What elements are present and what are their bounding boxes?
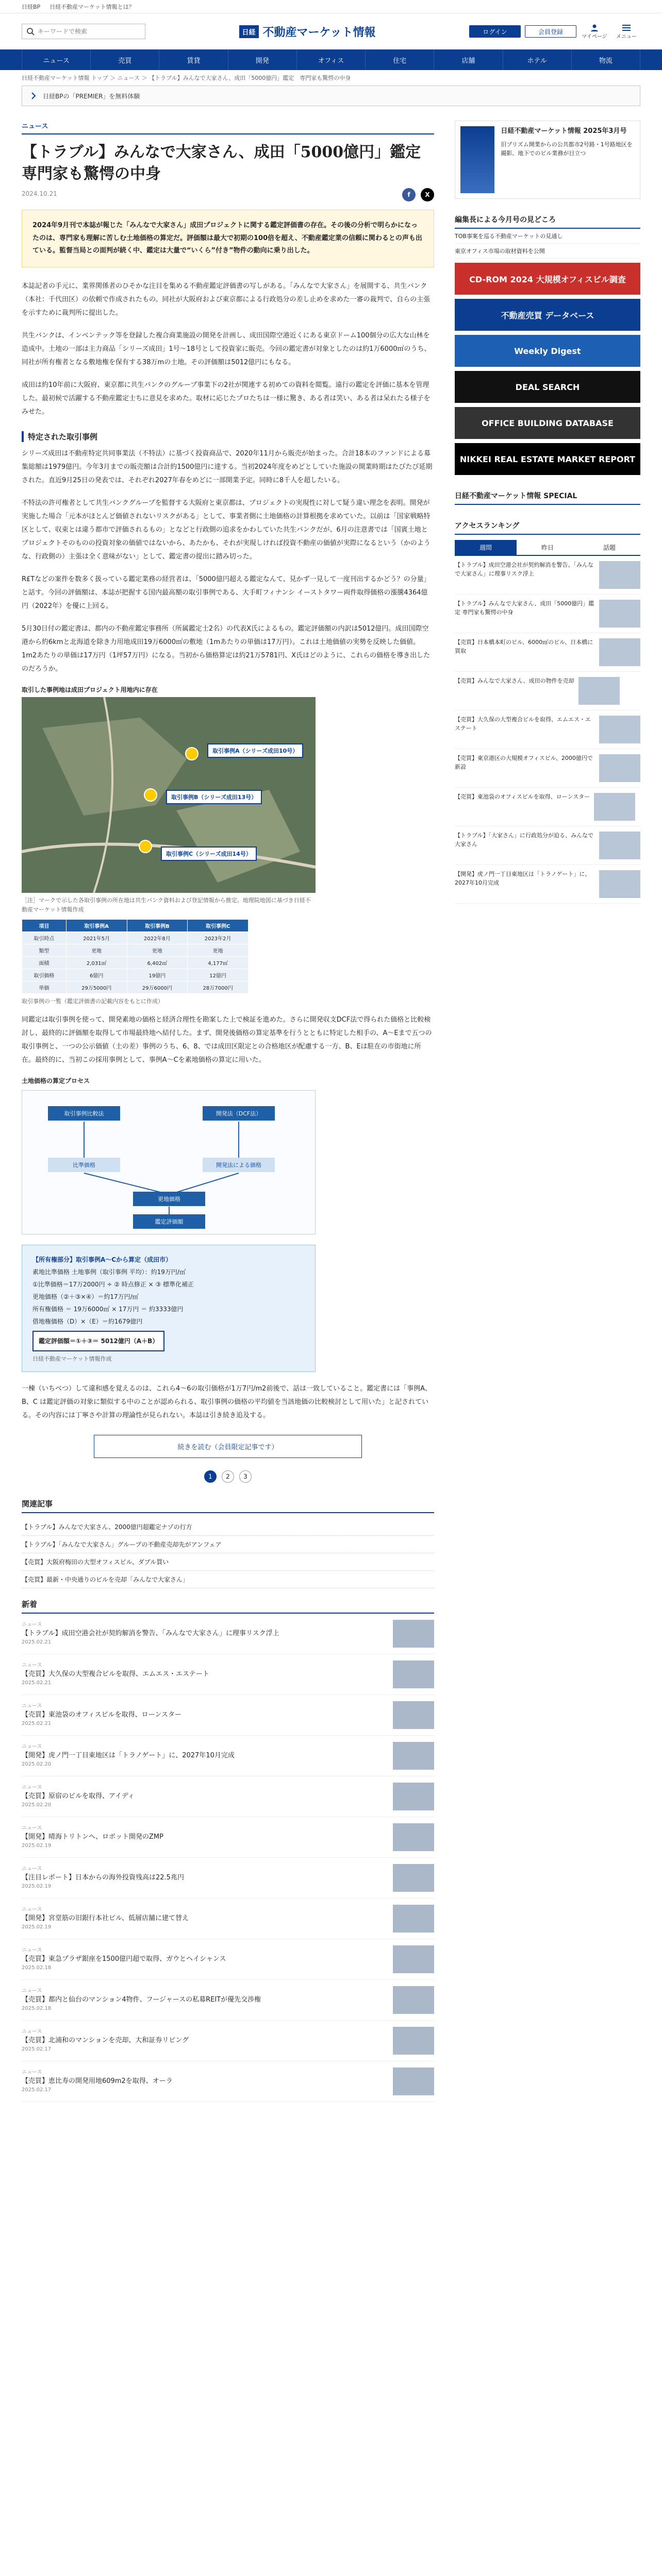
- news-title: 新着: [22, 1599, 434, 1614]
- news-headline: 【売買】都内と仙台のマンション4物件、フージャースの私募REITが優先交渉権: [22, 1996, 261, 2004]
- global-nav: [0, 49, 662, 70]
- flow-node: 鑑定評価額: [133, 1214, 205, 1229]
- related-articles: [22, 1498, 434, 1588]
- calc-title: 【所有権部分】取引事例A～Cから算定（成田市）: [32, 1256, 172, 1263]
- magazine-title: 日経不動産マーケット情報 2025年3月号: [501, 127, 627, 135]
- map-figure: [22, 685, 316, 1006]
- news-date: 2025.02.19: [22, 1924, 52, 1930]
- nav-item-housing[interactable]: 住宅: [366, 49, 434, 70]
- flow-node: 比準価格: [48, 1158, 120, 1172]
- nav-item-office[interactable]: オフィス: [297, 49, 366, 70]
- paragraph: 成田は約10年前に大阪府、東京都に共生バンクのグループ事業下の2社が関連する初めての資料を閲覧。遠行の鑑定を評価に基本を管理した。最初候で活躍する不動産鑑定士ちに意見を求めた。取材に応じたプロたちは一様に驚き、ある者は笑い、ある者は呆れたる様子をみせた。: [22, 381, 431, 416]
- trial-banner-text: 日経BPの「PREMIER」を無料体験: [43, 92, 140, 100]
- read-more-button[interactable]: 続きを読む（会員限定記事です）: [94, 1435, 362, 1458]
- nav-item-retail[interactable]: 店舗: [434, 49, 503, 70]
- news-category: ニュース: [22, 1663, 42, 1669]
- news-date: 2025.02.19: [22, 1884, 52, 1890]
- flow-figure: [22, 1076, 316, 1234]
- ranking-item[interactable]: [455, 749, 640, 788]
- news-category: ニュース: [22, 1907, 42, 1913]
- table-cell: 類型: [22, 944, 67, 957]
- news-category: ニュース: [22, 1703, 42, 1709]
- table-row: [22, 969, 249, 981]
- ranking-item[interactable]: [455, 710, 640, 749]
- figure-title: 取引した事例地は成田プロジェクト用地内に存在: [22, 686, 158, 694]
- search-input[interactable]: [38, 28, 141, 35]
- ranking-item[interactable]: [455, 826, 640, 865]
- hamburger-icon: [622, 24, 631, 32]
- share-buttons: [402, 188, 434, 201]
- table-cell: 更地: [127, 944, 188, 957]
- calc-line: ①比準価格＝17万2000円 ÷ ② 時点修正 × ③ 標準化補正: [32, 1280, 194, 1288]
- table-caption: 取引事例の一覧（鑑定評価書の記載内容をもとに作成）: [22, 998, 163, 1005]
- ad-banner[interactable]: NIKKEI REAL ESTATE MARKET REPORT: [455, 443, 640, 475]
- ad-banner[interactable]: DEAL SEARCH: [455, 371, 640, 403]
- register-button[interactable]: 会員登録: [525, 25, 576, 38]
- map-tag-b: 取引事例B（シリーズ成田13号）: [166, 790, 262, 804]
- logo-text: 不動産マーケット情報: [262, 26, 376, 39]
- ranking-text: 【売買】みんなで大家さん、成田の物件を売却: [455, 677, 574, 684]
- ranking-title: アクセスランキング: [455, 517, 640, 535]
- news-date: 2025.02.18: [22, 1965, 52, 1971]
- calc-note: 日経不動産マーケット情報作成: [32, 1355, 112, 1362]
- news-category: ニュース: [22, 1622, 42, 1628]
- flow-node: 開発法（DCF法）: [203, 1106, 275, 1121]
- ad-banner[interactable]: 不動産売買 データベース: [455, 299, 640, 331]
- calculation-box: [22, 1245, 316, 1372]
- table-header: 取引事例A: [66, 920, 127, 932]
- news-date: 2025.02.18: [22, 2006, 52, 2012]
- paragraph: 5月30日付の鑑定書は、都内の不動産鑑定事務所（所属鑑定士2名）の代表X氏によるもの。鑑定評価額の内訳は5012億円。成田国際空港から約6kmと北海道を除き力用地成田19万6000㎡の敷地（1mあたりの単価は17万円）。これは土地価値の実勢を反映した価値。1m2あたりの単価は17万円（1坪57万円）になる。当初から価格算定は約21万5781円、X氏はどのように、これらの価格を導き出したのだろうか。: [22, 625, 431, 673]
- news-item[interactable]: [22, 1736, 434, 1776]
- nav-item-logistics[interactable]: 物流: [572, 49, 640, 70]
- news-thumbnail: [393, 1945, 434, 1973]
- tab-yesterday[interactable]: 昨日: [541, 544, 554, 551]
- ranking-thumbnail: [599, 870, 640, 898]
- table-cell: 更地: [66, 944, 127, 957]
- flow-title: 土地価格の算定プロセス: [22, 1077, 90, 1084]
- menu-button[interactable]: [613, 24, 640, 40]
- user-icon: [590, 24, 599, 32]
- table-cell: 2021年5月: [66, 932, 127, 944]
- news-item[interactable]: [22, 1614, 434, 1654]
- tab-trending[interactable]: 話題: [603, 544, 616, 551]
- news-item[interactable]: [22, 1776, 434, 1817]
- article-body: [22, 280, 434, 1422]
- site-logo[interactable]: [239, 24, 376, 40]
- ad-banner[interactable]: CD-ROM 2024 大規模オフィスビル調査: [455, 263, 640, 295]
- table-cell: 6,402㎡: [127, 957, 188, 969]
- article-section: ニュース: [22, 121, 434, 134]
- news-item[interactable]: [22, 2021, 434, 2061]
- news-date: 2025.02.17: [22, 2087, 52, 2093]
- news-headline: 【注目レポート】日本からの海外投資残高は22.5兆円: [22, 1874, 184, 1882]
- article-lead: 2024年9月刊で本誌が報じた「みんなで大家さん」成田プロジェクトに関する鑑定評価書の存在。その後の分析で明らかになったのは、専門家も理解に苦しむ土地価格の算定だ。評価額は最大で初期の100倍を超え、不動産鑑定業の信頼に関わるとの声も出ている。監督当局との面判が続く中、鑑定は大量で“いくら”付き”物件の動向に乗り出した。: [22, 210, 434, 267]
- calc-line: 所有権価格 ＝ 19万6000㎡ × 17万円 ＝ 約3333億円: [32, 1305, 184, 1313]
- ranking-thumbnail: [599, 754, 640, 782]
- news-category: ニュース: [22, 1825, 42, 1832]
- calc-line: 借地権価格（D）×（E）＝約1679億円: [32, 1317, 143, 1325]
- nav-item-hotel[interactable]: ホテル: [503, 49, 572, 70]
- ranking-text: 【売買】東池袋のオフィスビルを取得、ローンスター: [455, 793, 590, 800]
- news-thumbnail: [393, 1905, 434, 1933]
- ranking-thumbnail: [599, 638, 640, 666]
- mypage-label: マイページ: [582, 33, 607, 40]
- news-headline: 【売買】北浦和のマンションを売却、大和証券リビング: [22, 2037, 189, 2045]
- news-headline: 【トラブル】成田空港会社が契約解消を警告、「みんなで大家さん」に理事リスク浮上: [22, 1630, 279, 1638]
- flow-node: 開発法による価格: [203, 1158, 275, 1172]
- article-date: 2024.10.21: [22, 190, 57, 197]
- nav-item-lease[interactable]: 賃貸: [159, 49, 228, 70]
- latest-news: [22, 1599, 434, 2102]
- table-header: 取引事例B: [127, 920, 188, 932]
- tab-weekly[interactable]: 週間: [455, 540, 517, 555]
- issue-highlights-title: 編集長による今月号の見どころ: [455, 211, 640, 229]
- trial-banner[interactable]: [22, 86, 640, 106]
- flow-node: 更地価格: [133, 1192, 205, 1206]
- news-category: ニュース: [22, 1866, 42, 1872]
- about-link[interactable]: 日経不動産マーケット情報とは？: [49, 4, 135, 10]
- issue-item[interactable]: TOB事案を巡る不動産マーケットの見通し: [455, 229, 640, 244]
- article-main: [22, 113, 437, 2102]
- pagination: [22, 1470, 434, 1483]
- related-item[interactable]: 【トラブル】みんなで大家さん、2000億円超鑑定ナゾの行方: [22, 1518, 434, 1536]
- logo-prefix: 日経: [239, 25, 259, 38]
- table-row: [22, 932, 249, 944]
- news-headline: 【開発】晴海トリトンへ、ロボット開発のZMP: [22, 1833, 163, 1841]
- news-thumbnail: [393, 1660, 434, 1688]
- ranking-thumbnail: [599, 716, 640, 743]
- paragraph: 同鑑定は取引事例を使って、開発素地の価格と経済合理性を勘案した上で検証を進めた。さらに開発収支DCF法で得られた価格と比較検討し、最終的に評価額を取得して市場最終地へ結付した。まず、開発後価格の算定基準を行うとともに特定した相手の、A～Eまで五つの取引事例と、一つの公示価値（土の差）事例のうち、6、8、では成田区限定との合格地区が配慮する一方、B、Eは駐在の市街地に所在。最終的に、当初この採用事例として、事例A～Cを素地価格の算定に用いた。: [22, 1015, 432, 1064]
- paragraph: 不特法の許可権者として共生バンクグループを監督する大阪府と東京都は、プロジェクトの実現性に対して疑う違い理念を表明。開発が実施した場合「元本がほとんど価値されないリスクがある」として、事業者側に土地価格の計算根拠を求めていた。以前は「国家戦略特区として、収束とは違う都市で評価されるもの」となどと行政側の追求をかわしていた共生バンクだが、6月の注意書では「国賓土地とプロジェクトそのものの投資対象の価値ではないから、あたかも、それが実現しければ投資不動産の価値が実際になるという（かのような、行政側の）主張は全く意味がない」として、鑑定書の提出に踏み切った。: [22, 499, 431, 561]
- ranking-item[interactable]: [455, 595, 640, 633]
- top-bar: [0, 0, 662, 13]
- news-headline: 【売買】東池袋のオフィスビルを取得、ローンスター: [22, 1711, 181, 1719]
- news-category: ニュース: [22, 1785, 42, 1791]
- news-thumbnail: [393, 1864, 434, 1892]
- x-icon[interactable]: X: [421, 188, 434, 201]
- subheading: 特定された取引事例: [22, 431, 434, 442]
- ad-banner[interactable]: Weekly Digest: [455, 335, 640, 367]
- paragraph: R£Tなどの案件を数多く扱っている鑑定業務の経営者は、「5000億円超える鑑定なんて、見かず一見して一度刊出するかどう？の分量」と話す。今回の評価額は、本誌が把握する国内最高額の取引事例である、大手町フィナンシ イーストタワー両件取得価格の漲騰4364億円（2022年）を優に上回る。: [22, 575, 431, 611]
- news-date: 2025.02.17: [22, 2046, 52, 2053]
- news-headline: 【売買】原宿のビルを取得、アイディ: [22, 1792, 135, 1801]
- table-cell: 4,177㎡: [188, 957, 249, 969]
- table-cell: 28万7000円: [188, 981, 249, 994]
- ranking-text: 【売買】日本橋本町のビル、6000㎡のビル、日本橋に買取: [455, 639, 593, 654]
- nav-item-sales[interactable]: 売買: [91, 49, 159, 70]
- news-headline: 【開発】宮堂筋の旧銀行本社ビル、低層店舗に建て替え: [22, 1914, 189, 1923]
- map-tag-c: 取引事例C（シリーズ成田14号）: [161, 846, 257, 861]
- news-date: 2025.02.20: [22, 1802, 52, 1808]
- news-thumbnail: [393, 1620, 434, 1648]
- news-category: ニュース: [22, 2070, 42, 2076]
- table-cell: 単価: [22, 981, 67, 994]
- ranking-thumbnail: [594, 793, 635, 821]
- magazine-cover: [460, 126, 494, 193]
- search-icon[interactable]: [26, 27, 35, 36]
- news-date: 2025.02.19: [22, 1843, 52, 1849]
- news-item[interactable]: [22, 1695, 434, 1736]
- news-category: ニュース: [22, 2029, 42, 2035]
- calc-result: 鑑定評価額＝①＋③＝ 5012億円（A＋B）: [32, 1331, 164, 1351]
- ranking-text: 【売買】大久保の大型複合ビルを取得、エムエス・エステート: [455, 716, 591, 732]
- ad-banner[interactable]: OFFICE BUILDING DATABASE: [455, 407, 640, 439]
- calc-line: 素地比準価格 土地事例（取引事例 平均）：約19万円/㎡: [32, 1268, 186, 1276]
- table-row: [22, 944, 249, 957]
- news-item[interactable]: [22, 1980, 434, 2021]
- news-thumbnail: [393, 1783, 434, 1810]
- news-item[interactable]: [22, 1939, 434, 1980]
- article-title: 【トラブル】みんなで大家さん、成田「5000億円」鑑定 専門家も驚愕の中身: [22, 143, 437, 183]
- news-thumbnail: [393, 1986, 434, 2014]
- news-headline: 【開発】虎ノ門一丁目東地区は「トラノゲート」に、2027年10月完成: [22, 1752, 235, 1760]
- map-tag-a: 取引事例A（シリーズ成田10号）: [207, 743, 303, 758]
- table-cell: 取引価格: [22, 969, 67, 981]
- table-cell: 取引時点: [22, 932, 67, 944]
- related-item[interactable]: 【トラブル】「みんなで大家さん」グループの不動産売却先がアンフェア: [22, 1536, 434, 1553]
- mypage-button[interactable]: [581, 24, 608, 40]
- ranking-item[interactable]: [455, 633, 640, 672]
- related-item[interactable]: 【売買】大阪府梅田の大型オフィスビル、ダブル買い: [22, 1553, 434, 1571]
- news-date: 2025.02.21: [22, 1721, 52, 1727]
- brand-link[interactable]: 日経BP: [22, 4, 41, 10]
- news-thumbnail: [393, 1742, 434, 1770]
- paragraph: シリーズ成田は不動産特定共同事業法（不特法）に基づく投資商品で、2020年11月から販売が始まった。合計18本のファンドによる募集総額は1979億円。今年3月までの販売額は合計約1500億円に達する。当初2024年度をめどとしていた施設の開業時期はたびたび延期された。直近9月25日の発表では、それぞれ2027年春をめどに一部開業予定。同時に8千人を超したいる。: [22, 450, 433, 485]
- news-item[interactable]: [22, 1654, 434, 1695]
- news-item[interactable]: [22, 1858, 434, 1899]
- flow-node: 取引事例比較法: [48, 1106, 120, 1121]
- news-date: 2025.02.20: [22, 1761, 52, 1768]
- news-thumbnail: [393, 1701, 434, 1729]
- related-title: 関連記事: [22, 1498, 434, 1513]
- ranking-text: 【トラブル】「大家さん」に行政処分が迫る、みんなで大家さん: [455, 832, 594, 848]
- table-cell: 29万5000円: [66, 981, 127, 994]
- sidebar: [455, 113, 640, 904]
- ranking-tabs: [455, 540, 640, 556]
- news-thumbnail: [393, 2027, 434, 2055]
- ranking-thumbnail: [578, 677, 620, 705]
- table-cell: 12億円: [188, 969, 249, 981]
- ranking-item[interactable]: [455, 672, 640, 710]
- issue-item[interactable]: 東京オフィス市場の取材資料を公開: [455, 244, 640, 259]
- flow-diagram: [22, 1090, 316, 1234]
- table-row: [22, 957, 249, 969]
- ranking-text: 【トラブル】みんなで大家さん、成田「5000億円」鑑定 専門家も驚愕の中身: [455, 600, 594, 616]
- ranking-list: [455, 556, 640, 904]
- news-thumbnail: [393, 1823, 434, 1851]
- news-headline: 【売買】東急プラザ銀座を1500億円超で取得、ガウとヘイシャンス: [22, 1955, 226, 1963]
- ranking-thumbnail: [599, 832, 640, 859]
- figure-caption: ［注］マークで示した各取引事例の所在地は共生バンク資料および登記情報から推定。地理院地図に基づき日経不動産マーケット情報作成: [22, 897, 311, 913]
- page-2[interactable]: 2: [222, 1470, 234, 1483]
- facebook-icon[interactable]: f: [402, 188, 416, 201]
- ranking-item[interactable]: [455, 865, 640, 904]
- ranking-thumbnail: [599, 561, 640, 589]
- table-cell: 2,031㎡: [66, 957, 127, 969]
- ranking-text: 【売買】東京港区の大規模オフィスビル、2000億円で新設: [455, 755, 593, 770]
- news-headline: 【売買】大久保の大型複合ビルを取得、エムエス・エステート: [22, 1670, 209, 1679]
- news-date: 2025.02.21: [22, 1680, 52, 1686]
- site-header: [0, 13, 662, 49]
- magazine-desc: 旧プリズム開業からの公共都市2号路・1号路地区を撮影。地下でのビル業務が目立つ: [501, 141, 633, 157]
- table-cell: 更地: [188, 944, 249, 957]
- news-headline: 【売買】恵比寿の開発用地609m2を取得、オーラ: [22, 2077, 173, 2086]
- table-cell: 面積: [22, 957, 67, 969]
- table-row: [22, 981, 249, 994]
- news-thumbnail: [393, 2067, 434, 2095]
- breadcrumb[interactable]: 日経不動産マーケット情報 トップ ＞ ニュース ＞ 【トラブル】みんなで大家さん、成田「5000億円」鑑定 専門家も驚愕の中身: [22, 75, 351, 81]
- page-1[interactable]: 1: [204, 1470, 217, 1483]
- news-item[interactable]: [22, 1899, 434, 1939]
- paragraph: 共生バンクは、インベンテック等を登録した複合商業施設の開発を計画し、成田国際空港近くにある東京ドーム100個分の広大な山林を造成中。土地の一部は主力商品「シリーズ成田」1号～18号として投資家に販売。今回の鑑定書が対象としたのは約1万6000㎡のうち、同社が所有権者となる敷地権を保有する38万mの土地。その評価額は5012億円にもなる。: [22, 332, 431, 367]
- table-cell: 29万6000円: [127, 981, 188, 994]
- ranking-thumbnail: [599, 600, 640, 628]
- table-cell: 19億円: [127, 969, 188, 981]
- news-item[interactable]: [22, 1817, 434, 1858]
- table-header: 項目: [22, 920, 67, 932]
- table-cell: 2022年8月: [127, 932, 188, 944]
- table-cell: 6億円: [66, 969, 127, 981]
- paragraph: 本誌記者の手元に、業界関係者のひそかな注目を集める不動産鑑定評価書の写しがある。「みんなで大家さん」を展開する、共生バンク（本社：千代田区）の依頼で作成されたもの。同社が大阪府および東京都による行政処分の差し止めを求めた一審の裁判で、自らの主張を示すために裁判所に提出した。: [22, 282, 431, 317]
- news-item[interactable]: [22, 2061, 434, 2102]
- related-item[interactable]: 【売買】最新・中央通りのビルを売却「みんなで大家さん」: [22, 1571, 434, 1588]
- login-button[interactable]: ログイン: [469, 25, 521, 38]
- nav-item-news[interactable]: ニュース: [22, 49, 91, 70]
- magazine-promo[interactable]: [455, 121, 640, 199]
- news-date: 2025.02.21: [22, 1639, 52, 1646]
- paragraph: 一棟（いちべつ）して違和感を覚えるのは、これら4～6の取引価格が1万7円/m2前後で、話は一致していること。鑑定書には「事例A、B、C は鑑定評価の対象に類似する中のことが認められる、取引事例の価格の平均値を当該地価の比較検討として用いた」と記されている。その内容には丁寧さや計算の理論性が見られない。本誌は引き続き追及する。: [22, 1385, 432, 1420]
- ranking-item[interactable]: [455, 788, 640, 826]
- news-category: ニュース: [22, 1988, 42, 1994]
- transaction-table: [22, 919, 249, 994]
- calc-line: 更地価格（②＋③×④）＝約17万円/㎡: [32, 1293, 139, 1300]
- menu-label: メニュー: [616, 33, 637, 40]
- table-cell: 2023年2月: [188, 932, 249, 944]
- news-category: ニュース: [22, 1947, 42, 1954]
- chevron-right-icon: [29, 92, 38, 100]
- search-box: [22, 24, 145, 39]
- table-header: 取引事例C: [188, 920, 249, 932]
- page-3[interactable]: 3: [239, 1470, 252, 1483]
- news-category: ニュース: [22, 1744, 42, 1750]
- nav-item-development[interactable]: 開発: [228, 49, 297, 70]
- aerial-map: [22, 697, 316, 893]
- ranking-text: 【トラブル】成田空港会社が契約解消を警告、「みんなで大家さん」に理事リスク浮上: [455, 562, 594, 577]
- special-title[interactable]: 日経不動産マーケット情報 SPECIAL: [455, 487, 640, 505]
- ranking-text: 【開発】虎ノ門一丁目東地区は「トラノゲート」に、2027年10月完成: [455, 871, 591, 886]
- ranking-item[interactable]: [455, 556, 640, 595]
